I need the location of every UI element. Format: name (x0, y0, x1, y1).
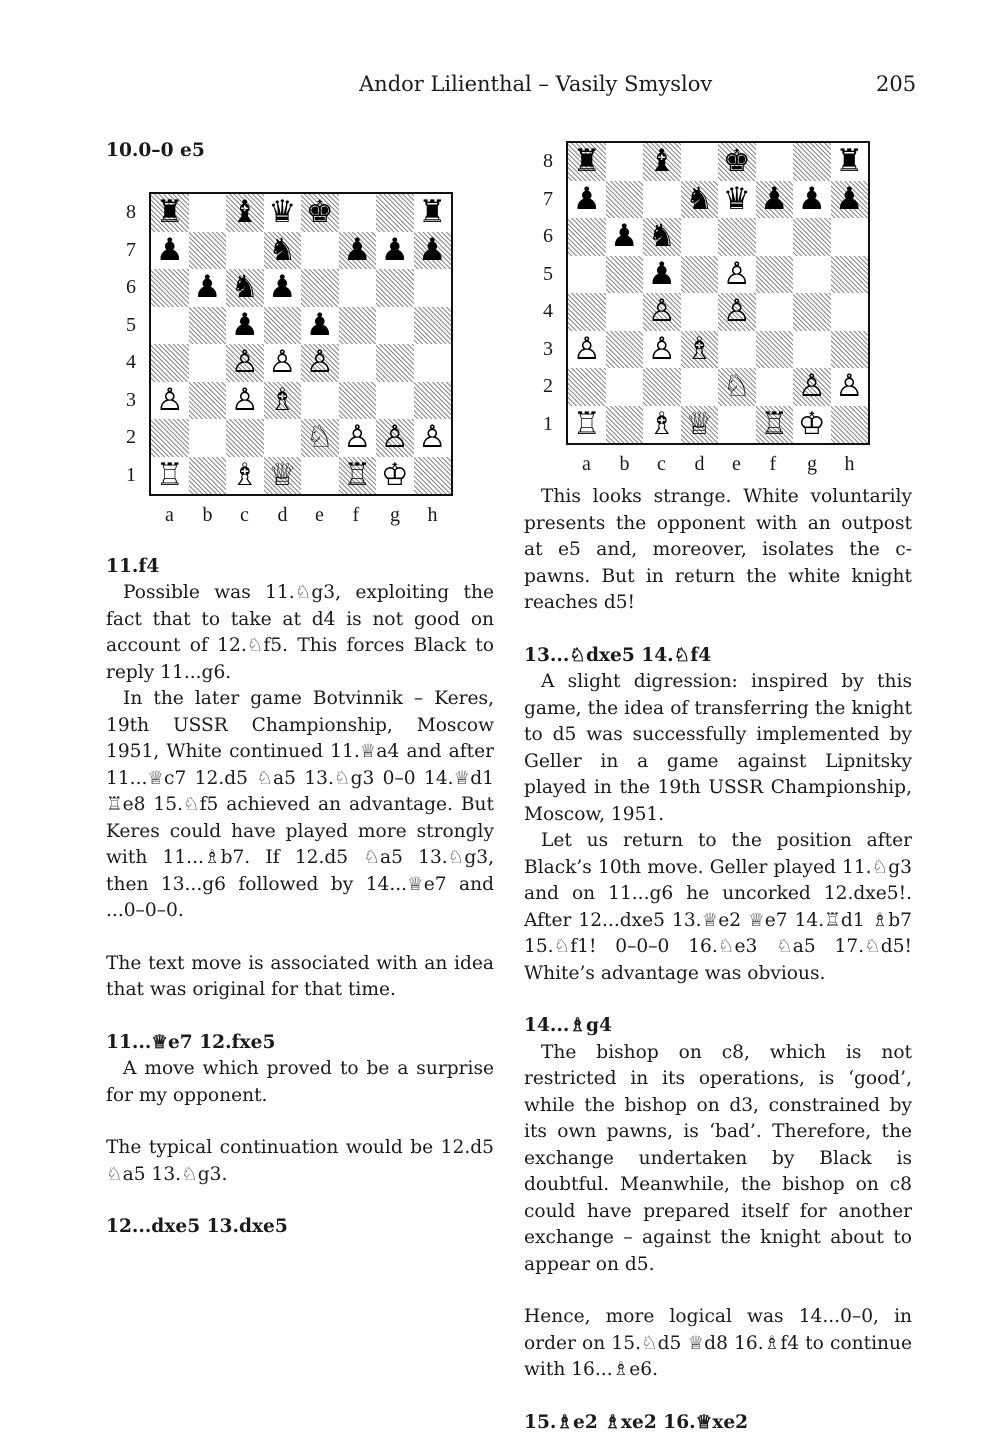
square-g6 (793, 218, 831, 256)
piece-a7: ♟ (151, 232, 189, 270)
square-e6 (718, 218, 756, 256)
piece-d3: ♗ (681, 331, 719, 369)
rank-label: 4 (543, 300, 553, 323)
rank-label: 5 (126, 314, 136, 337)
square-b2 (606, 368, 644, 406)
square-e3 (301, 382, 339, 420)
square-f5 (756, 256, 794, 294)
piece-e7: ♛ (718, 181, 756, 219)
piece-e5: ♟ (301, 307, 339, 345)
piece-e4: ♙ (301, 344, 339, 382)
piece-h8: ♜ (414, 194, 452, 232)
square-h5 (414, 307, 452, 345)
square-a6 (568, 218, 606, 256)
piece-e4: ♙ (718, 293, 756, 331)
piece-d4: ♙ (264, 344, 302, 382)
square-c2 (226, 419, 264, 457)
square-a5 (151, 307, 189, 345)
file-label: a (165, 504, 174, 527)
piece-a1: ♖ (568, 406, 606, 444)
piece-a1: ♖ (151, 457, 189, 495)
piece-c8: ♝ (643, 143, 681, 181)
piece-g1: ♔ (376, 457, 414, 495)
piece-e8: ♚ (718, 143, 756, 181)
piece-d8: ♛ (264, 194, 302, 232)
piece-g2: ♙ (793, 368, 831, 406)
square-a2 (151, 419, 189, 457)
file-label: f (353, 504, 360, 527)
rank-label: 8 (126, 201, 136, 224)
piece-f7: ♟ (756, 181, 794, 219)
piece-c8: ♝ (226, 194, 264, 232)
square-e1 (718, 406, 756, 444)
piece-d1: ♕ (264, 457, 302, 495)
square-e6 (301, 269, 339, 307)
file-label: c (240, 504, 249, 527)
paragraph: In the later game Botvinnik – Keres, 19th USSR Championship, Moscow 1951, White continued 11.♕a4 and after 11...♕c7 12.d5 ♘a5 13.♘g3 0–0 14.♕d1 ♖e8 15.♘f5 achieved an advantage. But Keres could have played more strongly with 11...♗b7. If 12.d5 ♘a5 13.♘g3, then 13...g6 followed by 14...♕e7 and ...0–0–0. (106, 686, 494, 925)
square-h3 (414, 382, 452, 420)
square-c7 (226, 232, 264, 270)
square-f4 (756, 293, 794, 331)
piece-d7: ♞ (264, 232, 302, 270)
piece-c4: ♙ (643, 293, 681, 331)
piece-h2: ♙ (414, 419, 452, 457)
square-b1 (189, 457, 227, 495)
square-b8 (606, 143, 644, 181)
square-a4 (151, 344, 189, 382)
rank-label: 2 (126, 426, 136, 449)
piece-e5: ♙ (718, 256, 756, 294)
file-label: d (278, 504, 288, 527)
rank-label: 6 (543, 225, 553, 248)
piece-h8: ♜ (831, 143, 869, 181)
piece-c3: ♙ (226, 382, 264, 420)
square-g5 (376, 307, 414, 345)
piece-g1: ♔ (793, 406, 831, 444)
piece-f1: ♖ (339, 457, 377, 495)
square-d5 (681, 256, 719, 294)
piece-c5: ♟ (643, 256, 681, 294)
square-b5 (606, 256, 644, 294)
rank-label: 2 (543, 375, 553, 398)
square-a6 (151, 269, 189, 307)
square-g6 (376, 269, 414, 307)
square-f6 (339, 269, 377, 307)
square-b4 (606, 293, 644, 331)
square-f6 (756, 218, 794, 256)
rank-label: 6 (126, 276, 136, 299)
rank-label: 1 (543, 413, 553, 436)
square-f5 (339, 307, 377, 345)
square-d2 (681, 368, 719, 406)
square-g3 (376, 382, 414, 420)
file-label: b (203, 504, 213, 527)
square-b7 (189, 232, 227, 270)
rank-label: 7 (126, 239, 136, 262)
square-d6 (681, 218, 719, 256)
diagram1-caption: 10.0–0 e5 (106, 138, 494, 165)
square-b3 (189, 382, 227, 420)
file-label: g (390, 504, 400, 527)
square-d8 (681, 143, 719, 181)
square-e1 (301, 457, 339, 495)
piece-h7: ♟ (831, 181, 869, 219)
piece-g7: ♟ (793, 181, 831, 219)
piece-d3: ♗ (264, 382, 302, 420)
square-g8 (793, 143, 831, 181)
piece-c1: ♗ (643, 406, 681, 444)
move-heading: 14...♗g4 (524, 1013, 912, 1040)
piece-d7: ♞ (681, 181, 719, 219)
piece-a8: ♜ (151, 194, 189, 232)
piece-e2: ♘ (301, 419, 339, 457)
piece-g7: ♟ (376, 232, 414, 270)
square-h3 (831, 331, 869, 369)
piece-c3: ♙ (643, 331, 681, 369)
square-g4 (793, 293, 831, 331)
paragraph: This looks strange. White voluntarily presents the opponent with an outpost at e5 and, moreover, isolates the c-pawns. But in return the white knight reaches d5! (524, 484, 912, 617)
piece-a8: ♜ (568, 143, 606, 181)
move-heading: 13...♘dxe5 14.♘f4 (524, 643, 912, 670)
rank-label: 3 (126, 389, 136, 412)
square-g3 (793, 331, 831, 369)
file-label: d (695, 453, 705, 476)
paragraph: Hence, more logical was 14...0–0, in order on 15.♘d5 ♕d8 16.♗f4 to continue with 16...♗e6. (524, 1304, 912, 1384)
file-label: b (620, 453, 630, 476)
square-b1 (606, 406, 644, 444)
rank-label: 1 (126, 464, 136, 487)
square-f2 (756, 368, 794, 406)
file-label: e (732, 453, 741, 476)
square-f3 (339, 382, 377, 420)
file-label: c (657, 453, 666, 476)
square-f4 (339, 344, 377, 382)
square-e3 (718, 331, 756, 369)
move-heading: 11...♕e7 12.fxe5 (106, 1030, 494, 1057)
piece-g2: ♙ (376, 419, 414, 457)
piece-c4: ♙ (226, 344, 264, 382)
move-heading: 15.♗e2 ♗xe2 16.♕xe2 (524, 1410, 912, 1436)
square-f3 (756, 331, 794, 369)
file-label: h (428, 504, 438, 527)
rank-label: 7 (543, 188, 553, 211)
piece-b6: ♟ (189, 269, 227, 307)
piece-a3: ♙ (151, 382, 189, 420)
paragraph: A slight digression: inspired by this game, the idea of transferring the knight to d5 was successfully implemented by Geller in a game against Lipnitsky played in the 19th USSR Championship, Moscow, 1951. (524, 669, 912, 828)
square-h1 (414, 457, 452, 495)
square-b8 (189, 194, 227, 232)
piece-a3: ♙ (568, 331, 606, 369)
piece-c5: ♟ (226, 307, 264, 345)
square-d4 (681, 293, 719, 331)
piece-f2: ♙ (339, 419, 377, 457)
piece-h7: ♟ (414, 232, 452, 270)
square-h6 (414, 269, 452, 307)
paragraph: Possible was 11.♘g3, exploiting the fact that to take at d4 is not good on account of 12.♘f5. This forces Black to reply 11...g6. (106, 580, 494, 686)
piece-d6: ♟ (264, 269, 302, 307)
page-number: 205 (876, 72, 916, 96)
square-b7 (606, 181, 644, 219)
file-label: a (582, 453, 591, 476)
rank-label: 3 (543, 338, 553, 361)
rank-label: 4 (126, 351, 136, 374)
piece-b6: ♟ (606, 218, 644, 256)
rank-label: 5 (543, 263, 553, 286)
square-f8 (756, 143, 794, 181)
square-d5 (264, 307, 302, 345)
piece-c6: ♞ (643, 218, 681, 256)
square-b5 (189, 307, 227, 345)
file-label: g (807, 453, 817, 476)
file-label: f (770, 453, 777, 476)
square-g5 (793, 256, 831, 294)
piece-f1: ♖ (756, 406, 794, 444)
square-h5 (831, 256, 869, 294)
paragraph: The bishop on c8, which is not restricted in its operations, is ‘good’, while the bishop on d3, constrained by its own pawns, is ‘bad’. Therefore, the exchange undertaken by Black is doubtful. Meanwhile, the bishop on c8 could have prepared itself for another exchange – against the knight about to appear on d5. (524, 1040, 912, 1279)
square-f8 (339, 194, 377, 232)
square-b2 (189, 419, 227, 457)
piece-a7: ♟ (568, 181, 606, 219)
square-g8 (376, 194, 414, 232)
square-h4 (414, 344, 452, 382)
piece-e2: ♘ (718, 368, 756, 406)
square-a2 (568, 368, 606, 406)
square-h6 (831, 218, 869, 256)
paragraph: A move which proved to be a surprise for my opponent. (106, 1056, 494, 1109)
square-h4 (831, 293, 869, 331)
running-title: Andor Lilienthal – Vasily Smyslov (359, 72, 712, 96)
piece-e8: ♚ (301, 194, 339, 232)
move-heading: 11.f4 (106, 554, 494, 581)
file-label: e (315, 504, 324, 527)
right-column (524, 484, 912, 1436)
square-a4 (568, 293, 606, 331)
move-heading: 12...dxe5 13.dxe5 (106, 1214, 494, 1241)
paragraph: The typical continuation would be 12.d5 ♘a5 13.♘g3. (106, 1135, 494, 1188)
square-b3 (606, 331, 644, 369)
square-c7 (643, 181, 681, 219)
piece-h2: ♙ (831, 368, 869, 406)
square-h1 (831, 406, 869, 444)
piece-f7: ♟ (339, 232, 377, 270)
square-d2 (264, 419, 302, 457)
piece-d1: ♕ (681, 406, 719, 444)
square-b4 (189, 344, 227, 382)
square-g4 (376, 344, 414, 382)
paragraph: The text move is associated with an idea that was original for that time. (106, 951, 494, 1004)
paragraph: Let us return to the position after Black’s 10th move. Geller played 11.♘g3 and on 11...g6 he uncorked 12.dxe5!. After 12...dxe5 13.♕e2 ♕e7 14.♖d1 ♗b7 15.♘f1! 0–0–0 16.♘e3 ♘a5 17.♘d5! White’s advantage was obvious. (524, 828, 912, 987)
rank-label: 8 (543, 150, 553, 173)
piece-c1: ♗ (226, 457, 264, 495)
square-c2 (643, 368, 681, 406)
piece-c6: ♞ (226, 269, 264, 307)
square-e7 (301, 232, 339, 270)
file-label: h (845, 453, 855, 476)
square-a5 (568, 256, 606, 294)
